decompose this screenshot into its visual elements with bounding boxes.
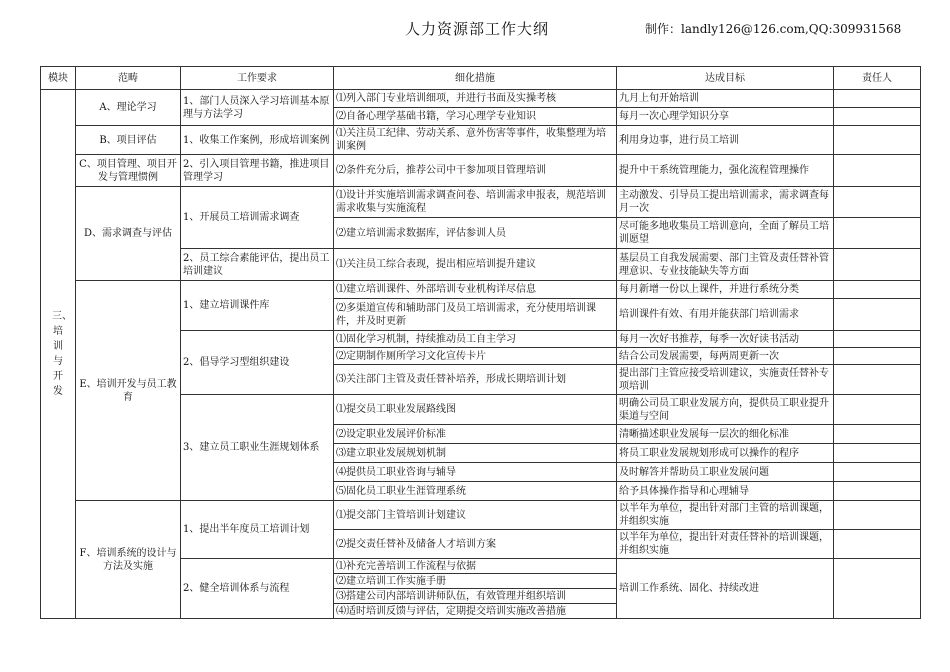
requirement-d2: 2、员工综合素能评估，提出员工培训建议 [181, 249, 334, 281]
table-row [41, 90, 921, 108]
goal-cell: 利用身边事，进行员工培训 [617, 126, 834, 155]
measure-cell: ⑵多渠道宣传和辅助部门及员工培训需求，充分使用培训课件，并及时更新 [334, 299, 617, 331]
requirement-b1: 1、收集工作案例，形成培训案例 [181, 126, 334, 155]
measure-cell: ⑵建立培训工作实施手册 [334, 574, 617, 589]
table-row [41, 155, 921, 187]
owner-cell [834, 395, 921, 425]
measure-cell: ⑷适时培训反馈与评估，定期提交培训实施改善措施 [334, 604, 617, 619]
owner-cell [834, 281, 921, 299]
requirement-c2: 2、引入项目管理书籍，推进项目管理学习 [181, 155, 334, 187]
goal-cell: 九月上旬开始培训 [617, 90, 834, 108]
owner-cell [834, 365, 921, 395]
goal-cell: 及时解答并帮助员工职业发展问题 [617, 463, 834, 482]
measure-cell: ⑴关注员工纪律、劳动关系、意外伤害等事件，收集整理为培训案例 [334, 126, 617, 155]
owner-cell [834, 425, 921, 444]
goal-cell: 给予具体操作指导和心理辅导 [617, 482, 834, 501]
owner-cell [834, 482, 921, 501]
category-f: F、培训系统的设计与方法及实施 [76, 501, 181, 619]
goal-cell: 每月新增一份以上课件，并进行系统分类 [617, 281, 834, 299]
work-outline-table [40, 66, 921, 619]
measure-cell: ⑶建立职业发展规划机制 [334, 444, 617, 463]
header-owner: 责任人 [834, 67, 921, 90]
table-row [41, 187, 921, 218]
owner-cell [834, 331, 921, 348]
owner-cell [834, 249, 921, 281]
owner-cell [834, 299, 921, 331]
measure-cell: ⑴提交员工职业发展路线图 [334, 395, 617, 425]
header-category: 范畴 [76, 67, 181, 90]
requirement-e1: 1、建立培训课件库 [181, 281, 334, 331]
goal-cell: 清晰描述职业发展每一层次的细化标准 [617, 425, 834, 444]
goal-cell: 结合公司发展需要，每两周更新一次 [617, 348, 834, 365]
module-label: 三、培训与开发 [52, 311, 72, 397]
measure-cell: ⑴建立培训课件、外部培训专业机构详尽信息 [334, 281, 617, 299]
measure-cell: ⑵自备心理学基础书籍，学习心理学专业知识 [334, 108, 617, 126]
measure-cell: ⑸固化员工职业生涯管理系统 [334, 482, 617, 501]
goal-cell: 明确公司员工职业发展方向，提供员工职业提升渠道与空间 [617, 395, 834, 425]
owner-cell [834, 155, 921, 187]
goal-cell: 培训工作系统、固化、持续改进 [617, 559, 834, 619]
measure-cell: ⑴补充完善培训工作流程与依据 [334, 559, 617, 574]
requirement-d1: 1、开展员工培训需求调查 [181, 187, 334, 249]
header-measure: 细化措施 [334, 67, 617, 90]
table-row [41, 281, 921, 299]
requirement-f1: 1、提出半年度员工培训计划 [181, 501, 334, 559]
category-c: C、项目管理、项目开发与管理惯例 [76, 155, 181, 187]
owner-cell [834, 187, 921, 218]
header-row [41, 67, 921, 90]
header-goal: 达成目标 [617, 67, 834, 90]
table-row [41, 126, 921, 155]
goal-cell: 培训课件有效、有用并能获部门培训需求 [617, 299, 834, 331]
header-requirement: 工作要求 [181, 67, 334, 90]
goal-cell: 主动激发、引导员工提出培训需求，需求调查每月一次 [617, 187, 834, 218]
module-cell [41, 90, 76, 619]
measure-cell: ⑵设定职业发展评价标准 [334, 425, 617, 444]
category-b: B、项目评估 [76, 126, 181, 155]
measure-cell: ⑶关注部门主管及责任替补培养，形成长期培训计划 [334, 365, 617, 395]
requirement-f2: 2、健全培训体系与流程 [181, 559, 334, 619]
owner-cell [834, 530, 921, 559]
goal-cell: 尽可能多地收集员工培训意向，全面了解员工培训愿望 [617, 218, 834, 249]
owner-cell [834, 501, 921, 530]
measure-cell: ⑶搭建公司内部培训讲师队伍，有效管理并组织培训 [334, 589, 617, 604]
category-e: E、培训开发与员工教育 [76, 281, 181, 501]
owner-cell [834, 218, 921, 249]
measure-cell: ⑵定期制作厕所学习文化宣传卡片 [334, 348, 617, 365]
goal-cell: 基层员工自我发展需要、部门主管及责任替补管理意识、专业技能缺失等方面 [617, 249, 834, 281]
goal-cell: 以半年为单位，提出针对责任替补的培训课题，并组织实施 [617, 530, 834, 559]
owner-cell [834, 126, 921, 155]
requirement-e2: 2、倡导学习型组织建设 [181, 331, 334, 395]
table-row [41, 501, 921, 530]
author-credit: 制作：landly126@126.com,QQ:309931568 [645, 22, 902, 36]
category-d: D、需求调查与评估 [76, 187, 181, 281]
measure-cell: ⑴设计并实施培训需求调查问卷、培训需求申报表，规范培训需求收集与实施流程 [334, 187, 617, 218]
owner-cell [834, 559, 921, 619]
goal-cell: 以半年为单位，提出针对部门主管的培训课题，并组织实施 [617, 501, 834, 530]
goal-cell: 每月一次好书推荐，每季一次好读书活动 [617, 331, 834, 348]
measure-cell: ⑷提供员工职业咨询与辅导 [334, 463, 617, 482]
measure-cell: ⑵提交责任替补及储备人才培训方案 [334, 530, 617, 559]
measure-cell: ⑴提交部门主管培训计划建议 [334, 501, 617, 530]
goal-cell: 将员工职业发展规划形成可以操作的程序 [617, 444, 834, 463]
requirement-a1: 1、部门人员深入学习培训基本原理与方法学习 [181, 90, 334, 126]
owner-cell [834, 108, 921, 126]
measure-cell: ⑴关注员工综合表现，提出相应培训提升建议 [334, 249, 617, 281]
owner-cell [834, 463, 921, 482]
requirement-e3: 3、建立员工职业生涯规划体系 [181, 395, 334, 501]
goal-cell: 每月一次心理学知识分享 [617, 108, 834, 126]
measure-cell: ⑴固化学习机制，持续推动员工自主学习 [334, 331, 617, 348]
measure-cell: ⑴列入部门专业培训细项，并进行书面及实操考核 [334, 90, 617, 108]
owner-cell [834, 444, 921, 463]
owner-cell [834, 348, 921, 365]
goal-cell: 提升中干系统管理能力，强化流程管理操作 [617, 155, 834, 187]
measure-cell: ⑵建立培训需求数据库，评估参训人员 [334, 218, 617, 249]
measure-cell: ⑵条件充分后，推荐公司中干参加项目管理培训 [334, 155, 617, 187]
header-module: 模块 [41, 67, 76, 90]
page-title: 人力资源部工作大纲 [405, 20, 550, 38]
owner-cell [834, 90, 921, 108]
category-a: A、理论学习 [76, 90, 181, 126]
goal-cell: 提出部门主管应接受培训建议，实施责任替补专项培训 [617, 365, 834, 395]
